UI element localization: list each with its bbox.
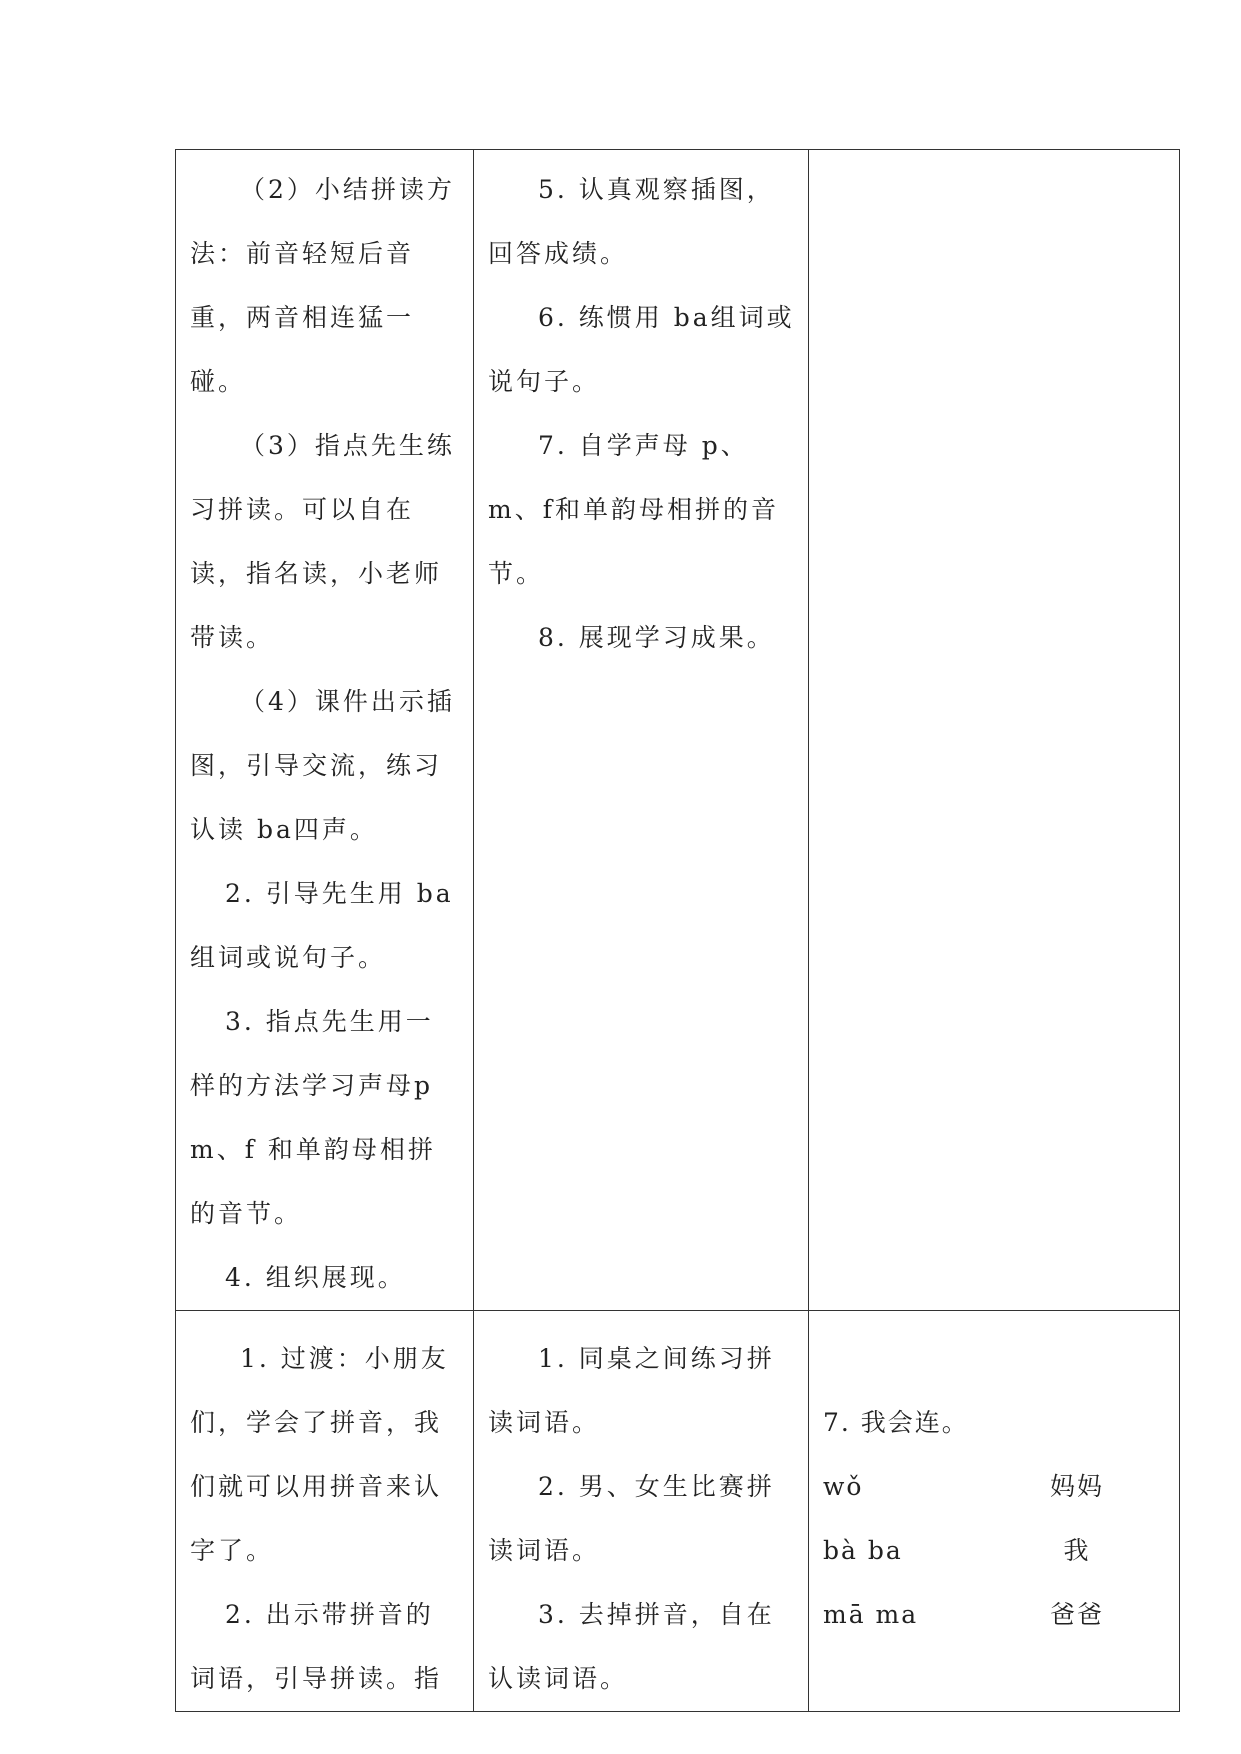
table-row bbox=[176, 1311, 1180, 1712]
exercise-cell bbox=[809, 1311, 1180, 1712]
word-item: 我 bbox=[1063, 1536, 1091, 1565]
pinyin-item: bà ba bbox=[823, 1536, 903, 1565]
paragraph: 6. 练惯用 ba组词或说句子。 bbox=[488, 303, 795, 396]
paragraph: 2. 男、女生比赛拼读词语。 bbox=[488, 1472, 775, 1565]
paragraph: 2. 引导先生用 ba组词或说句子。 bbox=[190, 879, 454, 972]
paragraph: （3）指点先生练习拼读。可以自在读，指名读，小老师带读。 bbox=[190, 431, 455, 652]
paragraph: （2）小结拼读方法：前音轻短后音重，两音相连猛一碰。 bbox=[190, 175, 455, 396]
word-item: 爸爸 bbox=[1049, 1600, 1104, 1629]
paragraph: 1. 过渡：小朋友们，学会了拼音，我们就可以用拼音来认字了。 bbox=[190, 1344, 449, 1565]
lesson-table bbox=[175, 149, 1180, 1712]
student-activity-cell bbox=[474, 1311, 809, 1712]
paragraph: 4. 组织展现。 bbox=[225, 1263, 406, 1292]
paragraph: （4）课件出示插图，引导交流，练习认读 ba四声。 bbox=[190, 687, 455, 844]
pinyin-item: mā ma bbox=[823, 1600, 919, 1629]
paragraph: 7. 自学声母 p、m、f和单韵母相拼的音节。 bbox=[488, 431, 779, 588]
table-row bbox=[176, 150, 1180, 1311]
match-pair bbox=[823, 1519, 1167, 1583]
paragraph: 5. 认真观察插图，回答成绩。 bbox=[488, 175, 775, 268]
paragraph: 2. 出示带拼音的词语，引导拼读。指 bbox=[190, 1600, 443, 1693]
notes-cell bbox=[809, 150, 1180, 1311]
pinyin-item: wǒ bbox=[823, 1472, 864, 1501]
match-pair bbox=[823, 1583, 1167, 1647]
paragraph: 8. 展现学习成果。 bbox=[538, 623, 775, 652]
paragraph: 3. 指点先生用一样的方法学习声母pm、f 和单韵母相拼的音节。 bbox=[190, 1007, 436, 1228]
teacher-activity-cell bbox=[176, 150, 474, 1311]
exercise-title: 7. 我会连。 bbox=[823, 1408, 969, 1437]
match-pair bbox=[823, 1455, 1167, 1519]
student-activity-cell bbox=[474, 150, 809, 1311]
teacher-activity-cell bbox=[176, 1311, 474, 1712]
paragraph: 3. 去掉拼音，自在认读词语。 bbox=[488, 1600, 775, 1693]
paragraph: 1. 同桌之间练习拼读词语。 bbox=[488, 1344, 775, 1437]
word-item: 妈妈 bbox=[1049, 1472, 1104, 1501]
